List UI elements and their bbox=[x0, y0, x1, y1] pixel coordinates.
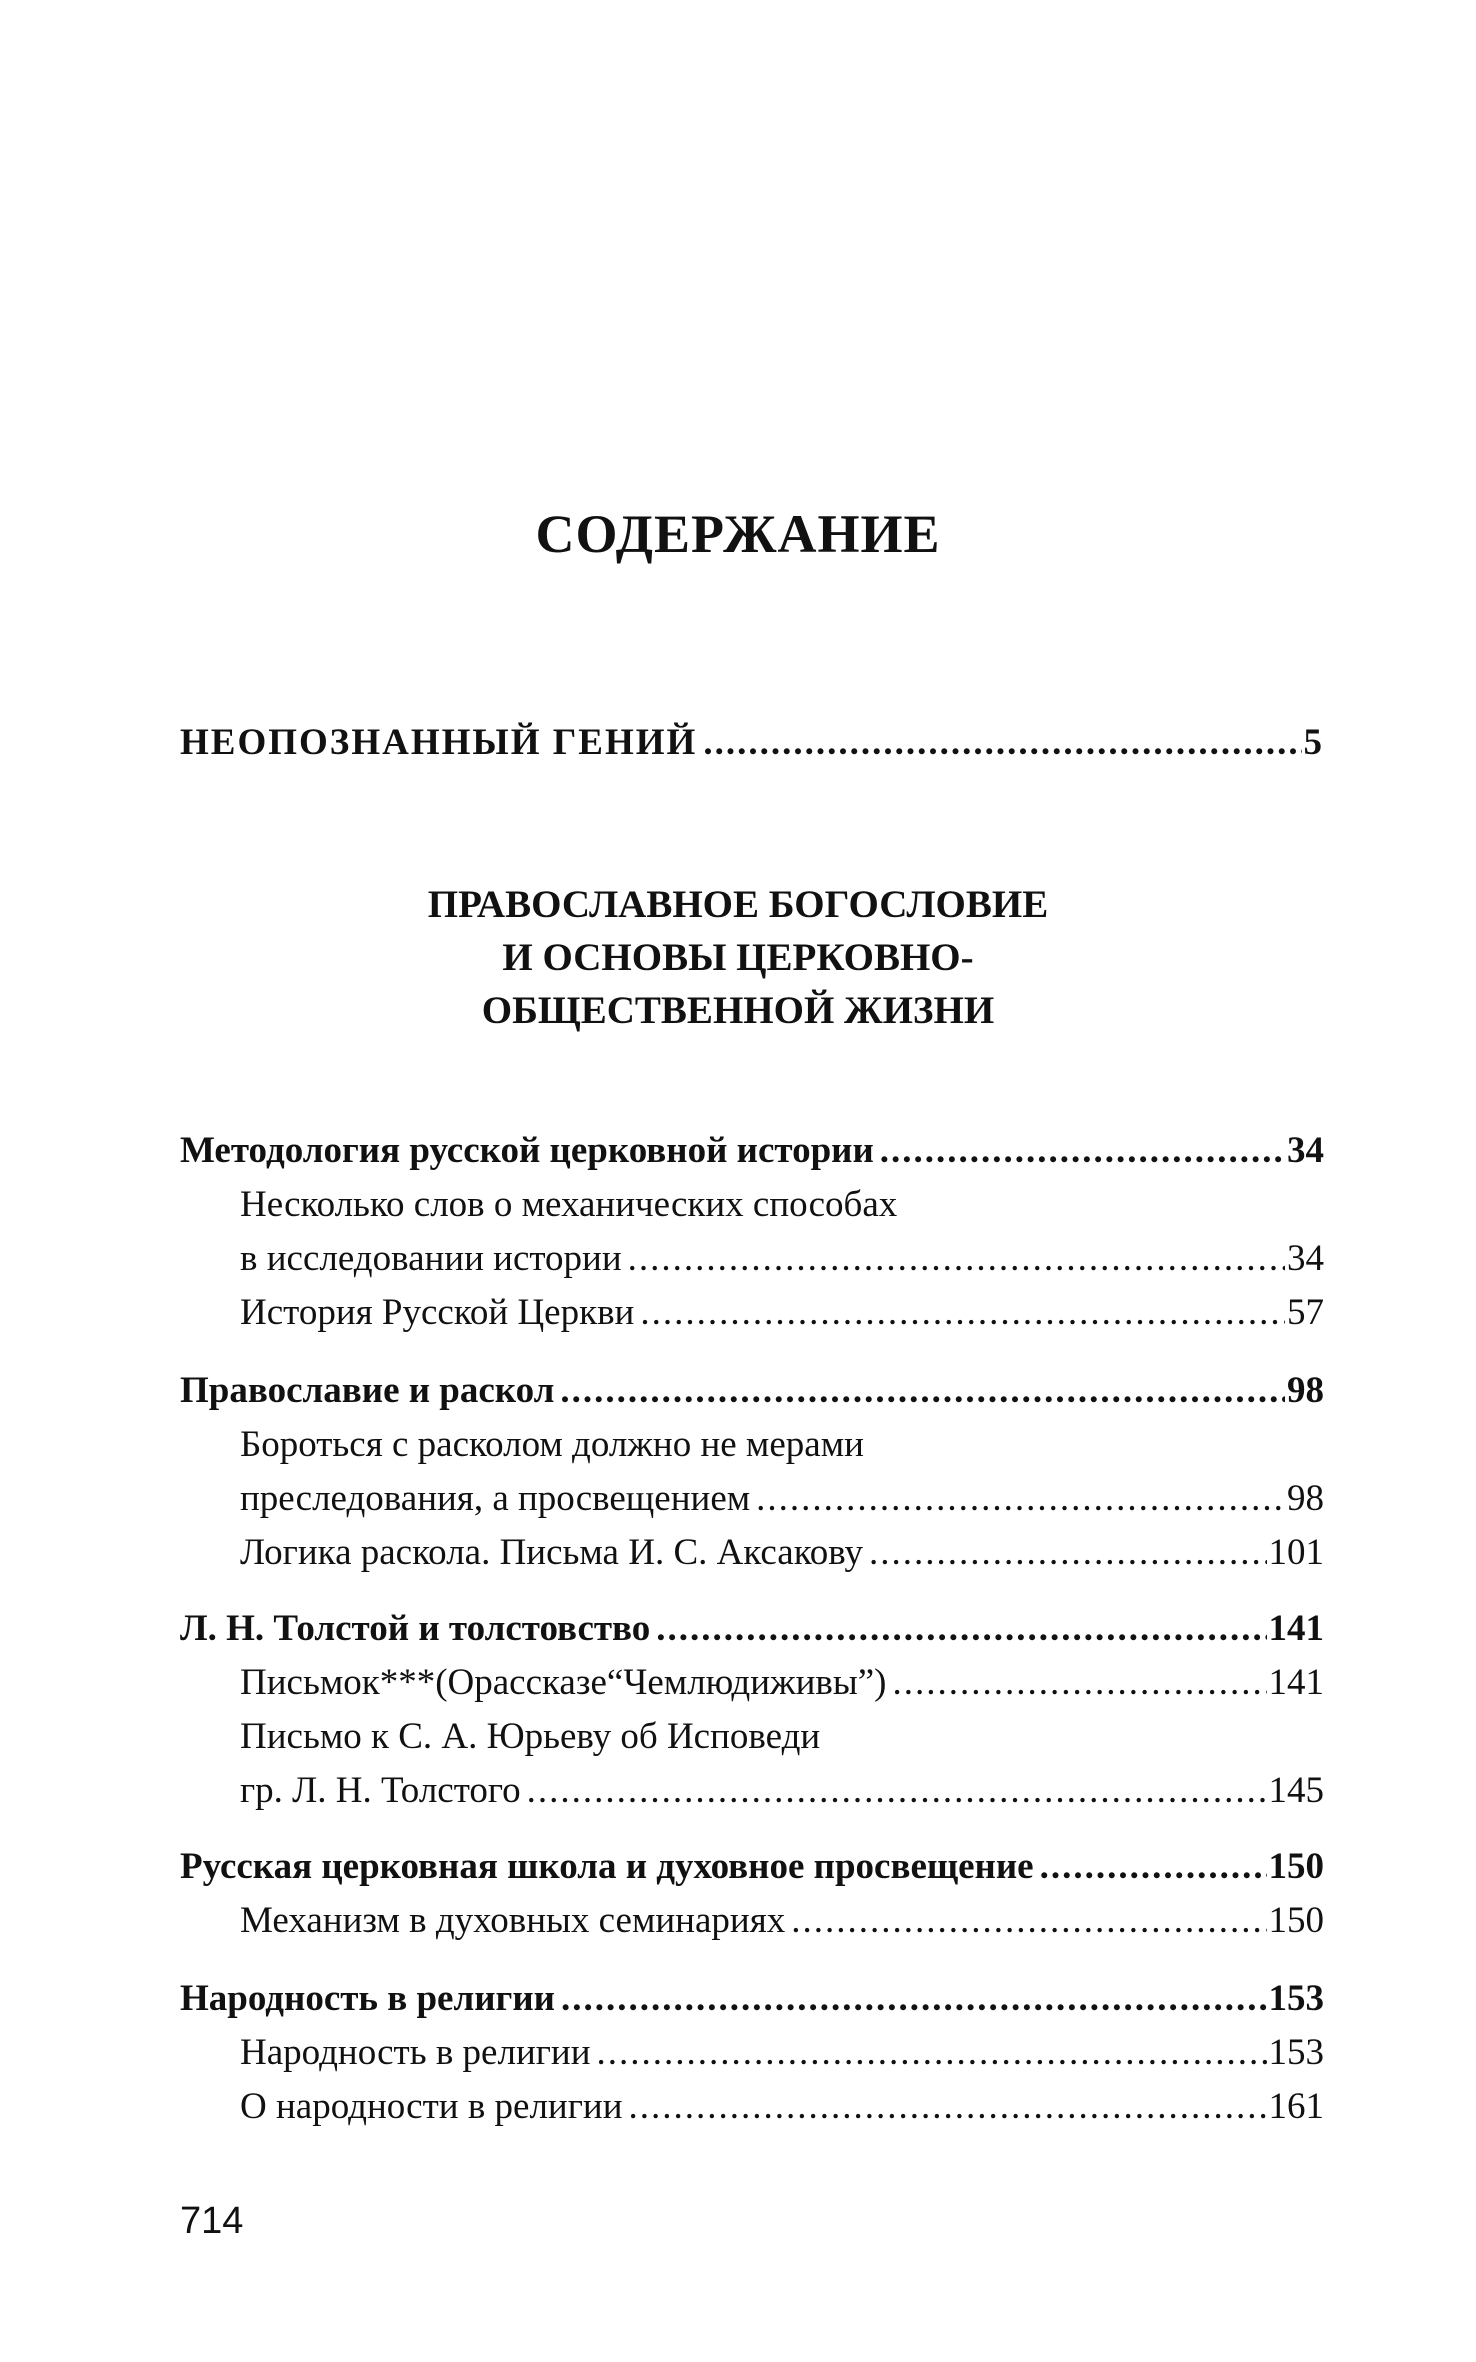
dot-leader bbox=[1040, 1840, 1267, 1894]
toc-entry-page: 141 bbox=[1268, 1608, 1324, 1649]
toc-entry-label: гр. Л. Н. Толстого bbox=[240, 1770, 521, 1811]
page-number: 714 bbox=[180, 2200, 244, 2242]
toc-subentry bbox=[240, 1764, 1324, 1818]
toc-subentry bbox=[240, 2026, 1324, 2080]
dot-leader bbox=[561, 1972, 1267, 2026]
toc-entry-label: Народность в религии bbox=[180, 1978, 555, 2019]
dot-leader bbox=[560, 1364, 1285, 1418]
toc-entry-label: История Русской Церкви bbox=[240, 1292, 635, 1333]
toc-entry-label: Бороться с расколом должно не мерами bbox=[240, 1424, 864, 1465]
dot-leader bbox=[756, 1472, 1285, 1526]
toc-entry-label: Народность в религии bbox=[240, 2032, 591, 2073]
toc-entry-page: 98 bbox=[1287, 1370, 1324, 1411]
dot-leader bbox=[703, 716, 1301, 770]
toc-entry-page: 161 bbox=[1268, 2086, 1324, 2127]
toc-entry-label: Православие и раскол bbox=[180, 1370, 555, 1411]
toc-entry-label: Л. Н. Толстой и толстовство bbox=[180, 1608, 651, 1649]
toc-section-heading bbox=[180, 1840, 1324, 1894]
toc-subentry-line bbox=[240, 1418, 1324, 1472]
toc-entry-label: Русская церковная школа и духовное просвещение bbox=[180, 1846, 1034, 1887]
toc-entry-page: 5 bbox=[1303, 722, 1324, 763]
dot-leader bbox=[640, 1286, 1285, 1340]
toc-entry-label: Методология русской церковной истории bbox=[180, 1130, 874, 1171]
toc-entry-label: Логика раскола. Письма И. С. Аксакову bbox=[240, 1532, 864, 1573]
toc-entry-page: 150 bbox=[1268, 1900, 1324, 1941]
toc-entry-page: 101 bbox=[1268, 1532, 1324, 1573]
dot-leader bbox=[597, 2026, 1267, 2080]
toc-entry-intro bbox=[180, 716, 1324, 770]
dot-leader bbox=[893, 1656, 1267, 1710]
part-heading-line: И ОСНОВЫ ЦЕРКОВНО- bbox=[502, 936, 974, 979]
toc-entry-label: Механизм в духовных семинариях bbox=[240, 1900, 786, 1941]
part-heading-line: ПРАВОСЛАВНОЕ БОГОСЛОВИЕ bbox=[427, 883, 1049, 926]
toc-subentry bbox=[240, 1894, 1324, 1948]
dot-leader bbox=[791, 1894, 1266, 1948]
toc-entry-page: 150 bbox=[1268, 1846, 1324, 1887]
dot-leader bbox=[527, 1764, 1267, 1818]
toc-entry-page: 98 bbox=[1287, 1478, 1324, 1519]
toc-entry-page: 34 bbox=[1287, 1238, 1324, 1279]
toc-entry-label: в исследовании истории bbox=[240, 1238, 622, 1279]
page-title: СОДЕРЖАНИЕ bbox=[535, 504, 941, 564]
dot-leader bbox=[628, 1232, 1285, 1286]
toc-entry-page: 153 bbox=[1268, 1978, 1324, 2019]
toc-subentry bbox=[240, 2080, 1324, 2134]
toc-entry-label: Письмо к С. А. Юрьеву об Исповеди bbox=[240, 1716, 821, 1757]
toc-subentry-line bbox=[240, 1710, 1324, 1764]
toc-subentry bbox=[240, 1472, 1324, 1526]
toc-section-heading bbox=[180, 1972, 1324, 2026]
part-heading-line: ОБЩЕСТВЕННОЙ ЖИЗНИ bbox=[481, 989, 995, 1032]
toc-entry-label: НЕОПОЗНАННЫЙ ГЕНИЙ bbox=[180, 722, 698, 763]
toc-section-heading bbox=[180, 1124, 1324, 1178]
part-heading bbox=[0, 878, 1476, 1037]
dot-leader bbox=[869, 1526, 1266, 1580]
toc-subentry bbox=[240, 1526, 1324, 1580]
toc-section-heading bbox=[180, 1364, 1324, 1418]
toc-subentry bbox=[240, 1656, 1324, 1710]
toc-entry-label: О народности в религии bbox=[240, 2086, 623, 2127]
toc-subentry-line bbox=[240, 1178, 1324, 1232]
dot-leader bbox=[656, 1602, 1266, 1656]
toc-entry-page: 141 bbox=[1268, 1662, 1324, 1703]
toc-entry-label: преследования, а просвещением bbox=[240, 1478, 751, 1519]
toc-entry-page: 153 bbox=[1268, 2032, 1324, 2073]
toc-subentry bbox=[240, 1232, 1324, 1286]
toc-entry-page: 34 bbox=[1287, 1130, 1324, 1171]
toc-entry-label: Несколько слов о механических способах bbox=[240, 1184, 898, 1225]
toc-entry-label: Письмок***(Орассказе“Чемлюдиживы”) bbox=[240, 1662, 887, 1703]
toc-entry-page: 145 bbox=[1268, 1770, 1324, 1811]
toc-subentry bbox=[240, 1286, 1324, 1340]
toc-section-heading bbox=[180, 1602, 1324, 1656]
dot-leader bbox=[629, 2080, 1267, 2134]
toc-entry-page: 57 bbox=[1287, 1292, 1324, 1333]
dot-leader bbox=[880, 1124, 1285, 1178]
